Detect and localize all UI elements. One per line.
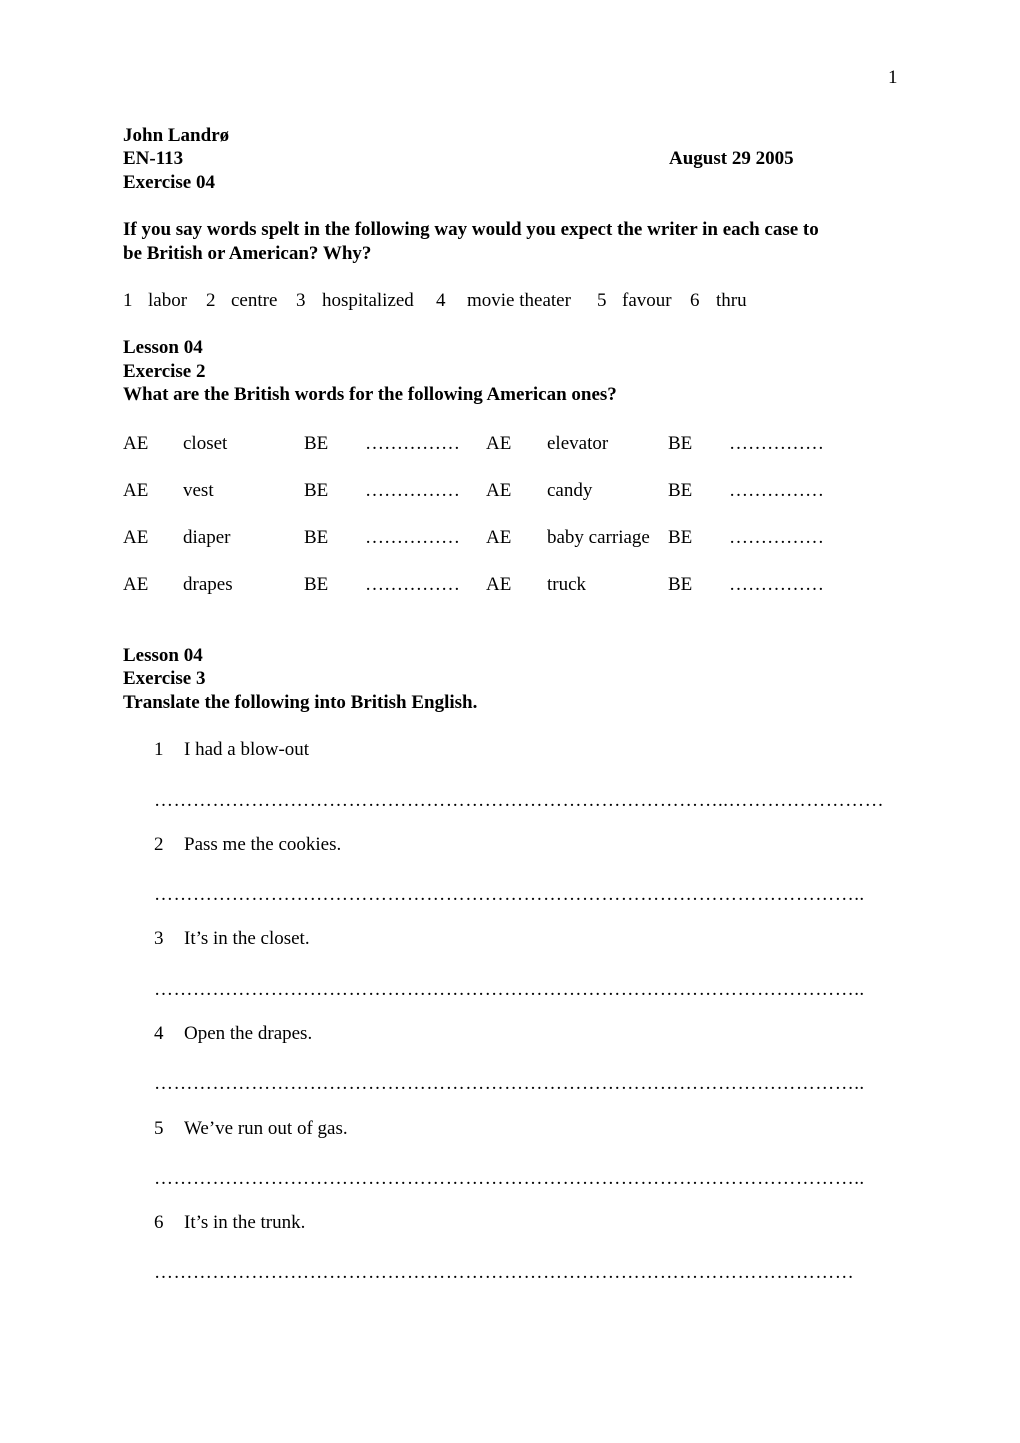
item-sentence: Open the drapes. [184,1023,313,1044]
be-answer-blank[interactable]: …………… [365,527,460,548]
item-number: 2 [154,834,164,855]
vocabulary-row [123,526,883,573]
word-number: 1 [123,290,133,311]
be-answer-blank[interactable]: …………… [729,527,824,548]
ae-label: AE [123,433,149,454]
word-item: thru [716,290,747,311]
ae-word: candy [547,480,593,501]
word-number: 6 [690,290,700,311]
item-number: 3 [154,928,164,949]
ae-label: AE [486,480,512,501]
be-label: BE [304,527,329,548]
word-item: movie theater [467,290,571,311]
ae-label: AE [486,527,512,548]
item-sentence: It’s in the closet. [184,928,310,949]
ae-label: AE [486,574,512,595]
item-number: 6 [154,1212,164,1233]
be-label: BE [668,433,693,454]
exercise1-question-line1: If you say words spelt in the following way would you expect the writer in each case to [123,219,819,240]
exercise1-question-line2: be British or American? Why? [123,243,372,264]
ae-word: vest [183,480,214,501]
item-sentence: Pass me the cookies. [184,834,342,855]
item-number: 5 [154,1118,164,1139]
word-number: 4 [436,290,446,311]
vocabulary-row [123,479,883,526]
ae-word: elevator [547,433,609,454]
ae-word: diaper [183,527,231,548]
ae-label: AE [123,527,149,548]
ae-label: AE [123,480,149,501]
be-label: BE [668,480,693,501]
item-sentence: It’s in the trunk. [184,1212,306,1233]
translation-item [154,1211,305,1234]
exercise3-lesson: Lesson 04 [123,645,203,666]
translation-item [154,738,309,761]
answer-line[interactable]: ……………………………………………………………………………………………….. [154,1073,865,1094]
word-number: 3 [296,290,306,311]
answer-line[interactable]: ……………………………………………………………………………………………….. [154,1168,865,1189]
ae-word: truck [547,574,587,595]
word-number: 2 [206,290,216,311]
word-number: 5 [597,290,607,311]
word-item: labor [148,290,188,311]
translation-item [154,927,310,950]
answer-line[interactable]: ……………………………………………………………………………………………… [154,1262,855,1283]
exercise2-title: Exercise 2 [123,361,206,382]
item-sentence: I had a blow-out [184,739,310,760]
item-sentence: We’ve run out of gas. [184,1118,348,1139]
be-label: BE [304,433,329,454]
word-item: favour [622,290,672,311]
course-code: EN-113 [123,148,184,169]
be-label: BE [668,574,693,595]
translation-item [154,1022,312,1045]
ae-label: AE [123,574,149,595]
exercise3-question: Translate the following into British English. [123,692,478,713]
author-name: John Landrø [123,125,230,146]
translation-item [154,833,341,856]
translation-item [154,1117,348,1140]
be-answer-blank[interactable]: …………… [729,480,824,501]
ae-word: baby carriage [547,527,650,548]
exercise3-title: Exercise 3 [123,668,206,689]
document-date: August 29 2005 [669,148,794,169]
exercise2-lesson: Lesson 04 [123,337,203,358]
vocabulary-row [123,573,883,620]
vocabulary-row [123,432,883,479]
word-item: hospitalized [322,290,414,311]
be-answer-blank[interactable]: …………… [729,433,824,454]
ae-word: drapes [183,574,233,595]
be-answer-blank[interactable]: …………… [729,574,824,595]
ae-be-vocabulary-table [123,432,883,620]
answer-line[interactable]: ……………………………………………………………………………………………….. [154,979,865,1000]
be-answer-blank[interactable]: …………… [365,433,460,454]
be-label: BE [304,574,329,595]
be-label: BE [304,480,329,501]
be-answer-blank[interactable]: …………… [365,480,460,501]
item-number: 1 [154,739,164,760]
exercise2-question: What are the British words for the following American ones? [123,384,617,405]
ae-label: AE [486,433,512,454]
be-answer-blank[interactable]: …………… [365,574,460,595]
item-number: 4 [154,1023,164,1044]
answer-line[interactable]: ……………………………………………………………………………..…………………… [154,790,885,811]
be-label: BE [668,527,693,548]
answer-line[interactable]: ……………………………………………………………………………………………….. [154,884,865,905]
word-item: centre [231,290,278,311]
ae-word: closet [183,433,228,454]
exercise-heading: Exercise 04 [123,172,215,193]
page-number: 1 [888,67,898,88]
